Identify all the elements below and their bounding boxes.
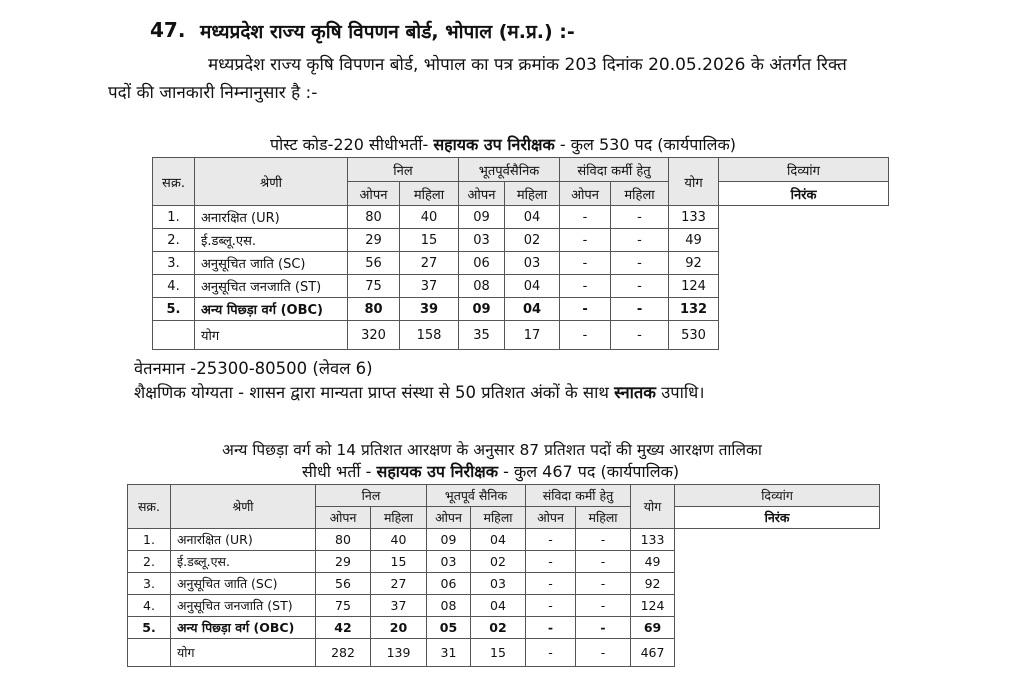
nil-open: 56 — [348, 252, 400, 275]
contract-female: - — [576, 551, 631, 573]
ex-female: 04 — [471, 529, 526, 551]
row-category: अन्य पिछ्ड़ा वर्ग (OBC) — [171, 617, 316, 639]
section-heading: मध्यप्रदेश राज्य कृषि विपणन बोर्ड, भोपाल (म.प्र.) :- — [200, 21, 575, 43]
intro-line-1: मध्यप्रदेश राज्य कृषि विपणन बोर्ड, भोपाल का पत्र क्रमांक 203 दिनांक 20.05.2026 के अंतर्गत रिक्त — [208, 55, 847, 75]
contract-open: - — [560, 206, 611, 229]
contract-female: - — [576, 573, 631, 595]
nil-female: 37 — [371, 595, 427, 617]
nil-female: 20 — [371, 617, 427, 639]
row-sno: 5. — [153, 298, 195, 321]
total-ex-open: 35 — [459, 321, 505, 350]
divyang-value: निरंक — [764, 510, 790, 525]
row-category: अनुसूचित जाति (SC) — [171, 573, 316, 595]
ex-open: 06 — [427, 573, 471, 595]
table-row — [128, 529, 880, 551]
contract-female: - — [611, 298, 669, 321]
ex-female: 04 — [505, 206, 560, 229]
qualification — [134, 380, 705, 403]
header-divyang: दिव्यांग — [675, 485, 880, 507]
ex-female: 03 — [505, 252, 560, 275]
divyang-cell — [675, 507, 880, 529]
row-total: 92 — [631, 573, 675, 595]
table-row — [153, 275, 889, 298]
row-total: 124 — [631, 595, 675, 617]
header-ex-servicemen: भूतपूर्वसैनिक — [459, 158, 560, 182]
contract-female: - — [576, 529, 631, 551]
table1-caption-pre: पोस्ट कोड-220 सीधीभर्ती- — [270, 135, 434, 154]
row-sno: 2. — [128, 551, 171, 573]
contract-female: - — [611, 229, 669, 252]
total-nil-open: 320 — [348, 321, 400, 350]
contract-female: - — [576, 617, 631, 639]
qualification-pre: शैक्षणिक योग्यता - शासन द्वारा मान्यता प्राप्त संस्था से 50 प्रतिशत अंकों के साथ — [134, 383, 615, 402]
total-nil-female: 158 — [400, 321, 459, 350]
ex-open: 08 — [427, 595, 471, 617]
table-row — [153, 298, 889, 321]
ex-female: 02 — [471, 551, 526, 573]
nil-open: 80 — [316, 529, 371, 551]
nil-open: 29 — [348, 229, 400, 252]
header-total: योग — [669, 158, 719, 206]
header-contract: संविदा कर्मी हेतु — [526, 485, 631, 507]
ex-open: 03 — [459, 229, 505, 252]
intro-line-2: पदों की जानकारी निम्नानुसार है :- — [108, 83, 318, 103]
table1-caption-post: सहायक उप निरीक्षक — [433, 135, 555, 154]
contract-female: - — [576, 595, 631, 617]
contract-female: - — [611, 206, 669, 229]
row-category: ई.डब्लू.एस. — [195, 229, 348, 252]
ex-female: 02 — [471, 617, 526, 639]
nil-open: 29 — [316, 551, 371, 573]
header-open: ओपन — [459, 182, 505, 206]
vacancy-table-1 — [152, 157, 889, 350]
ex-open: 09 — [459, 298, 505, 321]
ex-female: 04 — [471, 595, 526, 617]
ex-open: 06 — [459, 252, 505, 275]
row-category: अनुसूचित जनजाति (ST) — [171, 595, 316, 617]
ex-female: 04 — [505, 298, 560, 321]
header-female: महिला — [471, 507, 526, 529]
contract-open: - — [526, 573, 576, 595]
contract-open: - — [526, 529, 576, 551]
row-category: अनुसूचित जाति (SC) — [195, 252, 348, 275]
divyang-cell — [719, 182, 889, 206]
header-ex-servicemen: भूतपूर्व सैनिक — [427, 485, 526, 507]
contract-open: - — [560, 252, 611, 275]
ex-open: 08 — [459, 275, 505, 298]
divyang-value: निरंक — [790, 187, 817, 203]
ex-open: 05 — [427, 617, 471, 639]
header-open: ओपन — [560, 182, 611, 206]
contract-open: - — [560, 275, 611, 298]
contract-open: - — [526, 551, 576, 573]
table-row — [153, 229, 889, 252]
header-open: ओपन — [348, 182, 400, 206]
row-sno: 3. — [153, 252, 195, 275]
total-contract-female: - — [576, 639, 631, 667]
row-total: 49 — [631, 551, 675, 573]
header-female: महिला — [400, 182, 459, 206]
nil-open: 80 — [348, 206, 400, 229]
total-nil-open: 282 — [316, 639, 371, 667]
row-total: 132 — [669, 298, 719, 321]
nil-open: 75 — [316, 595, 371, 617]
table-row — [153, 252, 889, 275]
table-row — [128, 573, 880, 595]
header-total: योग — [631, 485, 675, 529]
nil-open: 75 — [348, 275, 400, 298]
contract-open: - — [560, 298, 611, 321]
total-ex-female: 15 — [471, 639, 526, 667]
total-label: योग — [195, 321, 348, 350]
ex-open: 09 — [427, 529, 471, 551]
nil-female: 40 — [400, 206, 459, 229]
table1-caption-suffix: - कुल 530 पद (कार्यपालिक) — [554, 135, 736, 154]
header-nil: निल — [348, 158, 459, 182]
table2-caption — [302, 460, 679, 482]
header-female: महिला — [576, 507, 631, 529]
contract-open: - — [560, 229, 611, 252]
grand-total: 467 — [631, 639, 675, 667]
ex-open: 09 — [459, 206, 505, 229]
row-total: 124 — [669, 275, 719, 298]
row-category: अनारक्षित (UR) — [195, 206, 348, 229]
header-open: ओपन — [316, 507, 371, 529]
row-category: अन्य पिछ्ड़ा वर्ग (OBC) — [195, 298, 348, 321]
row-total: 133 — [669, 206, 719, 229]
header-sno: सक्र. — [128, 485, 171, 529]
table1-caption — [270, 133, 736, 155]
nil-female: 40 — [371, 529, 427, 551]
ex-female: 02 — [505, 229, 560, 252]
total-row — [153, 321, 889, 350]
row-category: अनारक्षित (UR) — [171, 529, 316, 551]
total-contract-open: - — [560, 321, 611, 350]
nil-open: 42 — [316, 617, 371, 639]
row-sno: 1. — [153, 206, 195, 229]
header-contract: संविदा कर्मी हेतु — [560, 158, 669, 182]
header-category: श्रेणी — [195, 158, 348, 206]
nil-open: 80 — [348, 298, 400, 321]
row-sno: 2. — [153, 229, 195, 252]
table2-caption-post: सहायक उप निरीक्षक — [376, 462, 498, 481]
row-sno: 3. — [128, 573, 171, 595]
header-divyang: दिव्यांग — [719, 158, 889, 182]
row-total: 133 — [631, 529, 675, 551]
nil-female: 39 — [400, 298, 459, 321]
table-row — [128, 551, 880, 573]
row-sno: 1. — [128, 529, 171, 551]
header-open: ओपन — [427, 507, 471, 529]
nil-female: 15 — [371, 551, 427, 573]
section-number: 47. — [150, 18, 186, 42]
qualification-degree: स्नातक — [614, 383, 656, 402]
vacancy-table-2 — [127, 484, 880, 667]
row-total: 49 — [669, 229, 719, 252]
total-label: योग — [171, 639, 316, 667]
grand-total: 530 — [669, 321, 719, 350]
total-contract-open: - — [526, 639, 576, 667]
total-row-spacer — [153, 321, 195, 350]
row-category: अनुसूचित जनजाति (ST) — [195, 275, 348, 298]
qualification-post: उपाधि। — [655, 383, 705, 402]
nil-female: 15 — [400, 229, 459, 252]
row-total: 92 — [669, 252, 719, 275]
nil-female: 27 — [371, 573, 427, 595]
table2-note: अन्य पिछड़ा वर्ग को 14 प्रतिशत आरक्षण के अनुसार 87 प्रतिशत पदों की मुख्य आरक्षण तालिका — [222, 441, 762, 459]
table-row — [128, 595, 880, 617]
nil-open: 56 — [316, 573, 371, 595]
header-open: ओपन — [526, 507, 576, 529]
table2-caption-suffix: - कुल 467 पद (कार्यपालिक) — [498, 462, 680, 481]
total-nil-female: 139 — [371, 639, 427, 667]
ex-female: 03 — [471, 573, 526, 595]
ex-female: 04 — [505, 275, 560, 298]
nil-female: 27 — [400, 252, 459, 275]
contract-open: - — [526, 617, 576, 639]
ex-open: 03 — [427, 551, 471, 573]
total-contract-female: - — [611, 321, 669, 350]
row-sno: 4. — [128, 595, 171, 617]
header-nil: निल — [316, 485, 427, 507]
nil-female: 37 — [400, 275, 459, 298]
contract-open: - — [526, 595, 576, 617]
row-total: 69 — [631, 617, 675, 639]
row-sno: 5. — [128, 617, 171, 639]
header-category: श्रेणी — [171, 485, 316, 529]
header-sno: सक्र. — [153, 158, 195, 206]
header-female: महिला — [371, 507, 427, 529]
header-female: महिला — [611, 182, 669, 206]
table-row — [128, 617, 880, 639]
table-row — [153, 206, 889, 229]
pay-scale: वेतनमान -25300-80500 (लेवल 6) — [134, 359, 373, 378]
row-sno: 4. — [153, 275, 195, 298]
contract-female: - — [611, 275, 669, 298]
total-ex-female: 17 — [505, 321, 560, 350]
total-row-spacer — [128, 639, 171, 667]
total-row — [128, 639, 880, 667]
total-ex-open: 31 — [427, 639, 471, 667]
table2-caption-pre: सीधी भर्ती - — [302, 462, 377, 481]
header-female: महिला — [505, 182, 560, 206]
contract-female: - — [611, 252, 669, 275]
row-category: ई.डब्लू.एस. — [171, 551, 316, 573]
